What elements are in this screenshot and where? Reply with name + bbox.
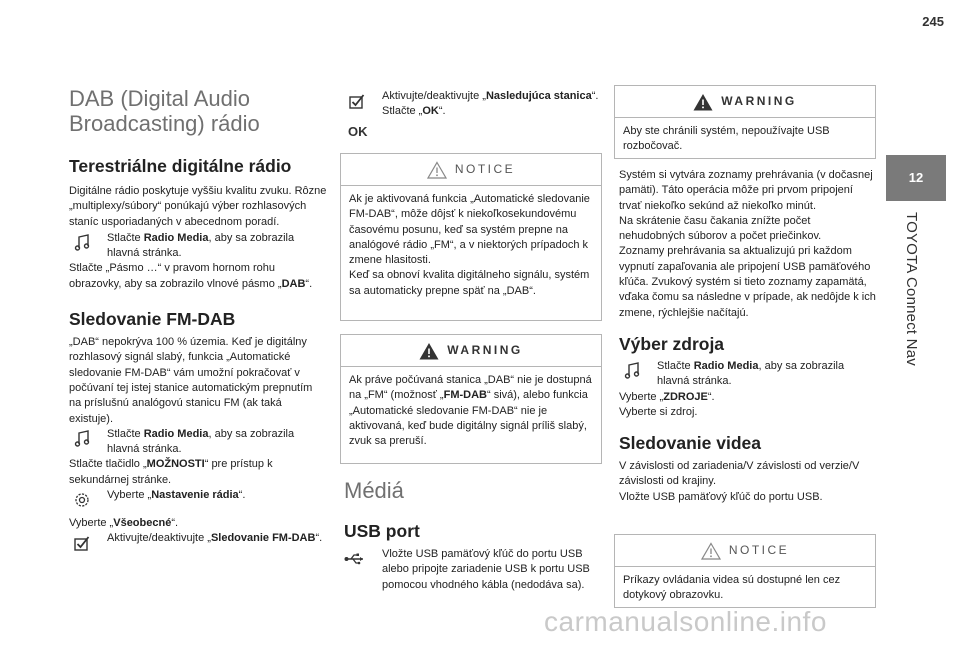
notice-title: NOTICE: [454, 161, 516, 176]
checkbox-checked-icon: [348, 92, 366, 110]
usb-icon: [344, 550, 366, 568]
step-radio-settings: Vyberte „Nastavenie rádia“.: [69, 488, 327, 514]
heading-terrestrial: Terestriálne digitálne rádio: [69, 156, 292, 176]
column-1: [69, 86, 327, 547]
paragraph-band: Stlačte „Pásmo …“ v pravom hornom rohu obrazovky, aby sa zobrazilo vlnové pásmo „DAB“.: [69, 262, 313, 290]
music-note-icon: [73, 430, 91, 448]
paragraph-video-2: Vložte USB pamäťový kľúč do portu USB.: [619, 490, 823, 503]
ok-icon: OK: [348, 124, 368, 139]
notice-box-1: NOTICE Ak je aktivovaná funkcia „Automatické sledovanie FM-DAB“, môže dôjsť k niekoľkosekundovému časovému posunu, keď sa systém prepne na analógové rádio „FM“, a v niektorých prípadoch k zmene hlasitosti. Keď sa obnoví kvalita digitálneho signálu, systém sa automaticky prepne späť na „DAB“.: [340, 153, 602, 321]
chapter-tab: 12: [886, 155, 946, 201]
column-3: [619, 168, 877, 505]
warning-title: WARNING: [721, 93, 797, 108]
step-usb: Vložte USB pamäťový kľúč do portu USB alebo pripojte zariadenie USB k portu USB pomocou vhodného kábla (nedodáva sa).: [344, 547, 602, 593]
heading-follow: Sledovanie FM-DAB: [69, 309, 236, 330]
paragraph-source-2: Vyberte si zdroj.: [619, 405, 698, 418]
heading-usb: USB port: [344, 521, 420, 541]
chapter-title: TOYOTA Connect Nav: [903, 212, 920, 366]
caution-triangle-icon: [701, 542, 721, 560]
heading-source: Výber zdroja: [619, 333, 725, 354]
paragraph-video: V závislosti od zariadenia/V závislosti od verzie/V závislosti od krajiny.: [619, 460, 860, 488]
watermark: carmanualsonline.info: [544, 606, 827, 637]
warning-triangle-icon: [693, 93, 713, 111]
step-toggle-next: Aktivujte/deaktivujte „Nasledujúca stanica“. Stlačte „OK“.: [344, 89, 602, 120]
music-note-icon: [623, 362, 641, 380]
column-2-media: [344, 478, 602, 593]
paragraph-reduce: Na skrátenie času čakania znížte počet nehudobných súborov a počet priečinkov.: [619, 214, 822, 243]
notice-box-2: NOTICE Príkazy ovládania videa sú dostupné len cez dotykový obrazovku.: [614, 534, 876, 608]
warning-triangle-icon: [419, 342, 439, 360]
step-radio-media-1: Stlačte Radio Media, aby sa zobrazila hlavná stránka.: [69, 231, 327, 262]
step-toggle-follow: Aktivujte/deaktivujte „Sledovanie FM-DAB“.: [69, 531, 327, 546]
heading-video: Sledovanie videa: [619, 433, 762, 454]
warning-title: WARNING: [447, 342, 523, 357]
paragraph-follow: „DAB“ nepokrýva 100 % územia. Keď je digitálny rozhlasový signál slabý, funkcia „Automatické sledovanie FM-DAB“ vám umožní pokračovať v počúvaní tej istej stanice automatickým prepnutím na príslušnú analógovú stanicu FM (ak taká existuje).: [69, 336, 313, 425]
section-title: DAB (Digital Audio Broadcasting) rádio: [69, 86, 260, 136]
caution-triangle-icon: [427, 161, 447, 179]
paragraph-terrestrial: Digitálne rádio poskytuje vyššiu kvalitu zvuku. Rôzne „multiplexy/súbory“ ponúkajú výber rozhlasových staníc usporiadaných v abecednom poradí.: [69, 185, 327, 228]
paragraph-source: Vyberte „ZDROJE“.: [619, 390, 715, 403]
settings-gear-icon: [73, 491, 91, 509]
warning-box-1: WARNING Ak práve počúvaná stanica „DAB“ nie je dostupná na „FM“ (možnosť „FM-DAB“ sivá), alebo funkcia „Automatické sledovanie FM-DAB“ nie je aktivovaná, keď bude digitálny signál príliš slabý, zvuk sa preruší.: [340, 334, 602, 464]
page-number: 245: [922, 14, 944, 29]
warning-box-2: WARNING Aby ste chránili systém, nepoužívajte USB rozbočovač.: [614, 85, 876, 159]
paragraph-options: Stlačte tlačidlo „MOŽNOSTI“ pre prístup k sekundárnej stránke.: [69, 458, 273, 486]
paragraph-general: Vyberte „Všeobecné“.: [69, 517, 179, 530]
music-note-icon: [73, 234, 91, 252]
paragraph-update: Zoznamy prehrávania sa aktualizujú pri každom vypnutí zapaľovania ale pripojení USB pamäťového kľúča. Zvukový systém si tieto zoznamy zapamätá, vďaka čomu sa následne v prípade, ak nedôjde k ich zmene, rýchlejšie načítajú.: [619, 245, 876, 319]
step-radio-media-2: Stlačte Radio Media, aby sa zobrazila hlavná stránka.: [69, 427, 327, 458]
notice-title: NOTICE: [728, 542, 790, 557]
checkbox-checked-icon: [73, 534, 91, 552]
paragraph-playlists: Systém si vytvára zoznamy prehrávania (v dočasnej pamäti). Táto operácia môže pri prvom pripojení trvať niekoľko sekúnd až niekoľko minút.: [619, 169, 873, 212]
section-media: Médiá: [344, 478, 404, 503]
step-radio-media-3: Stlačte Radio Media, aby sa zobrazila hlavná stránka.: [619, 359, 877, 390]
